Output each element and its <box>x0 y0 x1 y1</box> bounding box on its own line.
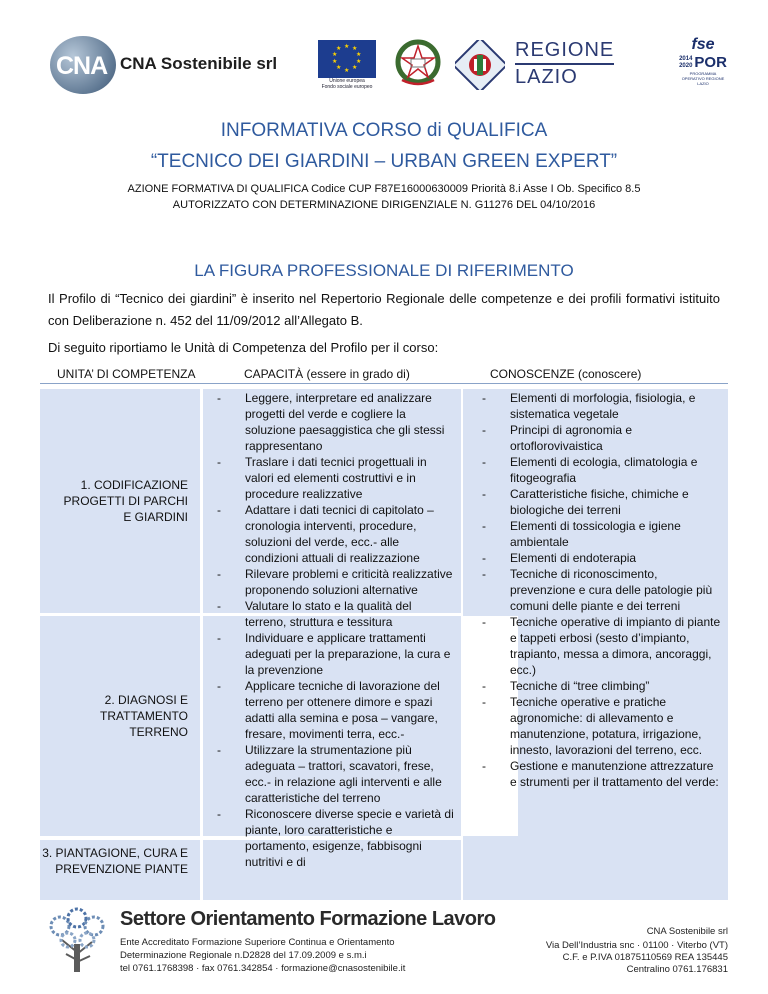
knowledge-item: - Tecniche di “tree climbing” <box>510 678 722 694</box>
document-title: INFORMATIVA CORSO di QUALIFICA <box>220 120 548 141</box>
eu-flag-icon: ★ ★ ★ ★ ★ ★ ★ ★ ★ ★ <box>318 40 376 78</box>
cna-logo <box>50 34 278 98</box>
authorization-line: AUTORIZZATO CON DETERMINAZIONE DIRIGENZIALE N. G11276 DEL 04/10/2016 <box>172 199 596 211</box>
por-caption: PROGRAMMA OPERATIVO REGIONE LAZIO <box>681 71 725 86</box>
lazio-line-2: LAZIO <box>515 66 578 88</box>
capacity-item: - Traslare i dati tecnici progettuali in valori ed elementi costruttivi e in procedure realizzative <box>245 454 455 502</box>
capacity-item: - Leggere, interpretare ed analizzare progetti del verde e cogliere la soluzione paesaggistica che gli stessi rappresentano <box>245 390 455 454</box>
fse-mark: fse <box>691 36 715 53</box>
lazio-wordmark <box>515 38 614 90</box>
regione-lazio-logo <box>455 36 615 96</box>
unit-label-3: 3. PIANTAGIONE, CURA E PREVENZIONE PIANTE <box>42 846 188 876</box>
header-knowledge: CONOSCENZE (conoscere) <box>490 367 642 381</box>
unit-cell-2 <box>40 616 200 836</box>
lazio-emblem-icon <box>455 40 505 90</box>
por-year-end: 2020 <box>679 62 693 69</box>
header-unit: UNITA’ DI COMPETENZA <box>57 367 196 381</box>
capacity-item: - Individuare e applicare trattamenti adeguati per la preparazione, la cura e la prevenzione <box>245 630 455 678</box>
footer-contacts: tel 0761.1768398 · fax 0761.342854 · formazione@cnasostenibile.it <box>120 963 406 974</box>
unit-label-1: 1. CODIFICAZIONE PROGETTI DI PARCHI E GIARDINI <box>63 478 188 524</box>
knowledge-list <box>510 390 722 790</box>
tree-gears-icon <box>40 904 114 978</box>
capacity-item: - Rilevare problemi e criticità realizzative proponendo soluzioni alternative <box>245 566 455 598</box>
section-title: LA FIGURA PROFESSIONALE DI RIFERIMENTO <box>194 261 574 280</box>
eu-caption-1: Unione europea <box>329 78 365 84</box>
footer-title: Settore Orientamento Formazione Lavoro <box>120 908 496 930</box>
course-title: “TECNICO DEI GIARDINI – URBAN GREEN EXPERT” <box>150 151 618 172</box>
capacity-item: - Applicare tecniche di lavorazione del terreno per ottenere dimore e spazi adatti alla semina e posa – vangare, fresare, movimenti terra, ecc.- <box>245 678 455 742</box>
knowledge-item: - Caratteristiche fisiche, chimiche e biologiche dei terreni <box>510 486 722 518</box>
capacity-item: - Riconoscere diverse specie e varietà di piante, loro caratteristiche e portamento, esigenze, fabbisogni nutritivi e di <box>245 806 455 870</box>
eu-logo <box>318 40 376 90</box>
footer-vat: C.F. e P.IVA 01875110569 REA 135445 <box>562 952 728 963</box>
unit-label-2: 2. DIAGNOSI E TRATTAMENTO TERRENO <box>100 693 188 739</box>
footer-company: CNA Sostenibile srl <box>646 926 728 937</box>
intro-paragraph: Di seguito riportiamo le Unità di Competenza del Profilo per il corso: <box>48 340 439 355</box>
por-fse-logo <box>678 36 728 94</box>
knowledge-item: - Principi di agronomia e ortoflorovivaistica <box>510 422 722 454</box>
profile-paragraph: Il Profilo di “Tecnico dei giardini” è inserito nel Repertorio Regionale delle competenze e dei profili formativi istituito con Deliberazione n. 452 del 11/09/2012 all’Allegato B. <box>48 291 720 328</box>
eu-caption-2: Fondo sociale europeo <box>321 84 373 90</box>
cna-logo-text: CNA <box>56 52 108 80</box>
capacity-item: - Utilizzare la strumentazione più adeguata – trattori, scavatori, frese, ecc.- in relazione agli interventi e alle caratteristiche del terreno <box>245 742 455 806</box>
italian-republic-emblem-icon <box>394 38 442 88</box>
footer-address: Via Dell’Industria snc · 01100 · Viterbo (VT) <box>545 940 728 951</box>
knowledge-item: - Tecniche operative di impianto di piante e tappeti erbosi (sesto d’impianto, trapianto, messa a dimora, ancoraggi, ecc.) <box>510 614 722 678</box>
table-header <box>40 362 728 384</box>
capacity-item: - Adattare i dati tecnici di capitolato –cronologia interventi, procedure, soluzioni del verde, ecc.- alle condizioni attuali di realizzazione <box>245 502 455 566</box>
cna-company-name: CNA Sostenibile srl <box>120 54 278 73</box>
knowledge-item: - Elementi di tossicologia e igiene ambientale <box>510 518 722 550</box>
unit-cell-1 <box>40 389 200 613</box>
knowledge-item: - Elementi di morfologia, fisiologia, e sistematica vegetale <box>510 390 722 422</box>
knowledge-item: - Elementi di endoterapia <box>510 550 722 566</box>
header-capacity: CAPACITÀ (essere in grado di) <box>244 367 410 381</box>
footer-accreditation: Ente Accreditato Formazione Superiore Continua e Orientamento <box>120 937 395 948</box>
capacity-item: - Valutare lo stato e la qualità del terreno, struttura e tessitura <box>245 598 455 630</box>
por-year-start: 2014 <box>679 55 693 62</box>
capacity-list <box>245 390 455 870</box>
por-label: POR <box>694 54 727 71</box>
course-code-line: AZIONE FORMATIVA DI QUALIFICA Codice CUP F87E16000630009 Priorità 8.i Asse I Ob. Specifico 8.5 <box>127 183 641 195</box>
lazio-line-1: REGIONE <box>515 38 614 65</box>
unit-cell-3 <box>40 840 200 900</box>
footer-determination: Determinazione Regionale n.D2828 del 17.09.2009 e s.m.i <box>120 950 367 961</box>
knowledge-item: - Tecniche di riconoscimento, prevenzione e cura delle patologie più comuni delle piante e dei terreni <box>510 566 722 614</box>
header-logos <box>0 34 768 104</box>
page-footer <box>40 904 728 984</box>
footer-switchboard: Centralino 0761.176831 <box>626 964 728 975</box>
knowledge-item: - Tecniche operative e pratiche agronomiche: di allevamento e manutenzione, potatura, irrigazione, innesto, lavorazioni del terreno, ecc. <box>510 694 722 758</box>
knowledge-item: - Elementi di ecologia, climatologia e fitogeografia <box>510 454 722 486</box>
knowledge-item: - Gestione e manutenzione attrezzature e strumenti per il trattamento del verde: <box>510 758 722 790</box>
